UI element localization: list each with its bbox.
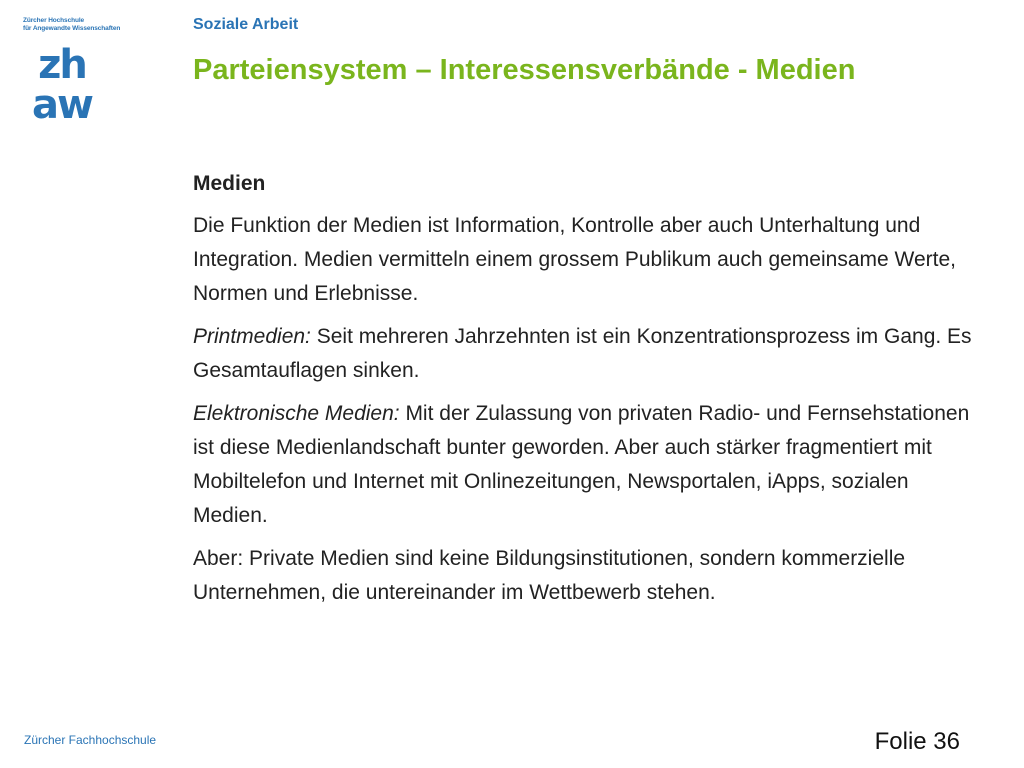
paragraph-elektronische-medien <box>193 397 983 533</box>
section-heading: Medien <box>193 172 266 195</box>
printmedien-text: Seit mehreren Jahrzehnten ist ein Konzentrationsprozess im Gang. Es Gesamtauflagen sinken. <box>193 325 972 382</box>
printmedien-label: Printmedien: <box>193 325 311 348</box>
department-label: Soziale Arbeit <box>193 16 299 33</box>
slide-number: Folie 36 <box>874 728 960 755</box>
zhaw-logo-icon <box>22 40 102 125</box>
logo-caption <box>23 17 120 33</box>
logo-caption-line2: für Angewandte Wissenschaften <box>23 25 121 32</box>
paragraph-printmedien <box>193 320 983 388</box>
svg-text:aw: aw <box>32 82 92 125</box>
paragraph-function: Die Funktion der Medien ist Information, Kontrolle aber auch Unterhaltung und Integration. Medien vermitteln einem grossem Publikum auch gemeinsame Werte, Normen und Erlebnisse. <box>193 214 956 305</box>
elektronische-medien-text: Mit der Zulassung von privaten Radio- und Fernsehstationen ist diese Medienlandschaft bunter geworden. Aber auch stärker fragmentiert mit Mobiltelefon und Internet mit Onlinezeitungen, Newsportalen, iApps, sozialen Medien. <box>193 402 970 527</box>
zhaw-logo <box>22 40 102 125</box>
slide-title: Parteiensystem – Interessensverbände - Medien <box>193 54 856 86</box>
svg-text:zh: zh <box>38 42 86 88</box>
elektronische-medien-label: Elektronische Medien: <box>193 402 400 425</box>
paragraph-private-medien: Aber: Private Medien sind keine Bildungsinstitutionen, sondern kommerzielle Unternehmen, die untereinander im Wettbewerb stehen. <box>193 547 906 604</box>
slide-body <box>193 167 983 619</box>
logo-caption-line1: Zürcher Hochschule <box>23 17 85 24</box>
footer-institution: Zürcher Fachhochschule <box>24 733 157 747</box>
